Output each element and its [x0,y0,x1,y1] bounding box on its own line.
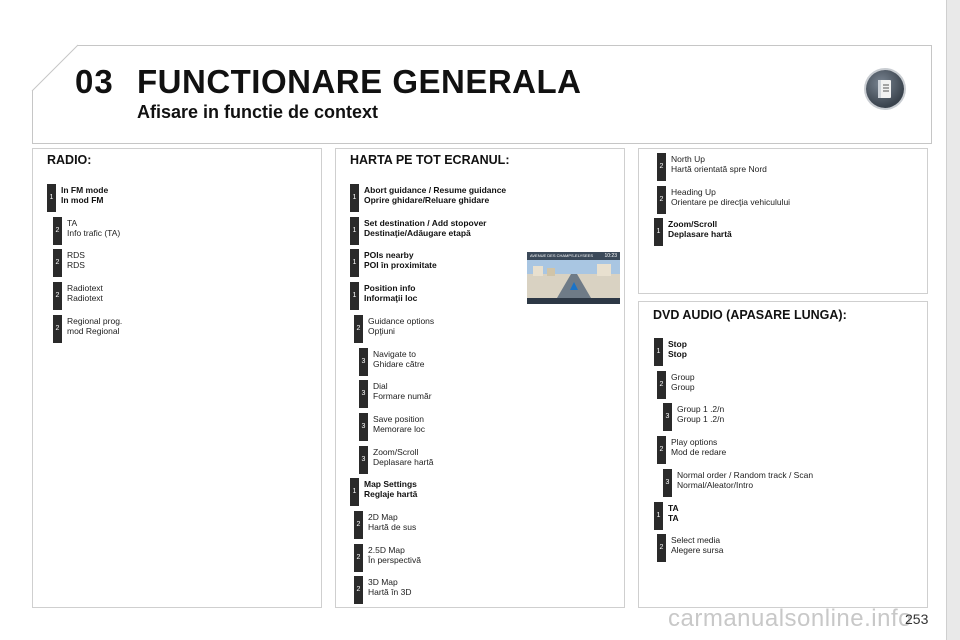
level-badge: 1 [654,338,663,366]
menu-item-text [368,577,411,597]
menu-item-label-ro: Deplasare hartă [668,229,732,239]
menu-item-label-en: Group [671,372,695,382]
menu-item-text [671,535,723,555]
menu-item-label-en: Zoom/Scroll [373,447,419,457]
menu-item-label-ro: Ghidare către [373,359,425,369]
menu-item-label-ro: Deplasare hartă [373,457,434,467]
level-badge: 1 [350,478,359,506]
menu-item-label-en: Regional prog. [67,316,123,326]
menu-item-label-ro: Stop [668,349,687,359]
menu-item-label-ro: Hartă de sus [368,522,417,532]
menu-item-label-ro: mod Regional [67,326,120,336]
level-badge: 1 [350,249,359,277]
page-title: FUNCTIONARE GENERALA [137,63,582,100]
level-badge: 1 [654,502,663,530]
menu-item-label-en: Zoom/Scroll [668,219,718,229]
level-badge: 2 [53,282,62,310]
page-edge-bar [946,0,960,640]
level-badge: 1 [350,184,359,212]
menu-item-label-ro: Opţiuni [368,326,395,336]
menu-item-text [67,250,85,270]
menu-item-text [671,437,726,457]
menu-item-text [364,479,417,499]
level-badge: 2 [53,217,62,245]
level-badge: 1 [654,218,663,246]
menu-item-text [368,545,421,565]
menu-item-text [364,218,486,238]
menu-item-text [677,470,813,490]
menu-item-label-en: Guidance options [368,316,435,326]
menu-item-text [373,447,433,467]
menu-item-text [671,187,790,207]
map-panel [335,148,625,608]
menu-item-label-en: 2.5D Map [368,545,405,555]
menu-item-label-en: Navigate to [373,349,416,359]
menu-item-label-en: 2D Map [368,512,398,522]
menu-item-label-ro: POI în proximitate [364,260,437,270]
menu-item-text [364,250,437,270]
map-thumbnail-caption: AVENUE DES CHAMPS-ELYSEES [530,253,593,258]
menu-item-label-ro: TA [668,513,679,523]
menu-item-label-en: 3D Map [368,577,398,587]
menu-item-text [668,219,732,239]
level-badge: 2 [657,436,666,464]
menu-item-label-en: TA [67,218,78,228]
menu-item-text [677,404,724,424]
menu-item-text [668,339,687,359]
menu-item-label-ro: Destinaţie/Adăugare etapă [364,228,471,238]
menu-item-label-en: Save position [373,414,425,424]
chapter-number: 03 [75,63,114,100]
menu-item-label-en: Normal order / Random track / Scan [677,470,814,480]
level-badge: 1 [350,217,359,245]
menu-item-label-ro: In mod FM [61,195,104,205]
map-thumbnail-time: 10:23 [604,253,617,259]
menu-item-text [67,218,120,238]
radio-panel [32,148,322,608]
menu-item-text [373,414,425,434]
header-corner [30,43,80,95]
menu-item-text [61,185,108,205]
menu-item-label-en: North Up [671,154,706,164]
menu-item-text [671,154,767,174]
menu-item-label-en: Set destination / Add stopover [364,218,487,228]
menu-item-label-ro: RDS [67,260,85,270]
menu-item-label-ro: Group 1 .2/n [677,414,725,424]
menu-item-text [373,349,425,369]
menu-item-text [368,316,434,336]
menu-item-label-en: Dial [373,381,388,391]
menu-item-label-ro: Formare număr [373,391,432,401]
menu-item-label-en: Map Settings [364,479,417,489]
menu-item-label-en: RDS [67,250,85,260]
menu-item-label-ro: Info trafic (TA) [67,228,121,238]
radio-title: RADIO: [47,153,92,167]
level-badge: 3 [663,469,672,497]
level-badge: 3 [359,380,368,408]
menu-item-text [368,512,416,532]
map-title: HARTA PE TOT ECRANUL: [350,153,510,167]
level-badge: 3 [663,403,672,431]
menu-item-label-ro: Orientare pe direcţia vehiculului [671,197,791,207]
level-badge: 3 [359,348,368,376]
menu-item-text [668,503,679,523]
menu-item-label-ro: Oprire ghidare/Reluare ghidare [364,195,490,205]
menu-item-label-en: Position info [364,283,416,293]
watermark: carmanualsonline.info [668,605,912,632]
menu-item-label-ro: Mod de redare [671,447,727,457]
menu-item-label-en: POIs nearby [364,250,414,260]
menu-item-label-ro: Hartă în 3D [368,587,412,597]
book-icon [866,70,904,108]
menu-item-label-en: Heading Up [671,187,716,197]
menu-item-label-en: In FM mode [61,185,109,195]
level-badge: 1 [47,184,56,212]
dvd-title: DVD AUDIO (APASARE LUNGA): [653,308,847,322]
menu-item-label-ro: Reglaje hartă [364,489,418,499]
level-badge: 1 [350,282,359,310]
menu-item-label-en: Play options [671,437,718,447]
level-badge: 2 [657,153,666,181]
menu-item-text [373,381,432,401]
level-badge: 2 [657,186,666,214]
level-badge: 2 [354,544,363,572]
menu-item-label-ro: Alegere sursa [671,545,724,555]
menu-item-text [67,316,122,336]
level-badge: 2 [53,249,62,277]
level-badge: 2 [657,534,666,562]
menu-item-label-en: Select media [671,535,721,545]
page-subtitle: Afisare in functie de context [137,102,379,122]
menu-item-text [364,283,417,303]
menu-item-label-ro: Normal/Aleator/Intro [677,480,754,490]
level-badge: 3 [359,413,368,441]
menu-item-label-en: Stop [668,339,687,349]
menu-item-label-en: Group 1 .2/n [677,404,725,414]
menu-item-text [364,185,506,205]
map-screenshot [527,252,620,304]
menu-item-label-en: TA [668,503,679,513]
menu-item-text [67,283,103,303]
menu-item-label-ro: Hartă orientată spre Nord [671,164,767,174]
level-badge: 3 [359,446,368,474]
menu-item-label-ro: Group [671,382,695,392]
menu-item-text [671,372,695,392]
menu-item-label-ro: Informaţii loc [364,293,418,303]
menu-item-label-en: Abort guidance / Resume guidance [364,185,507,195]
page-number: 253 [905,611,929,627]
menu-item-label-en: Radiotext [67,283,103,293]
level-badge: 2 [657,371,666,399]
menu-item-label-ro: Memorare loc [373,424,425,434]
menu-item-label-ro: Radiotext [67,293,103,303]
level-badge: 2 [53,315,62,343]
menu-item-label-ro: În perspectivă [368,555,421,565]
level-badge: 2 [354,315,363,343]
level-badge: 2 [354,576,363,604]
level-badge: 2 [354,511,363,539]
